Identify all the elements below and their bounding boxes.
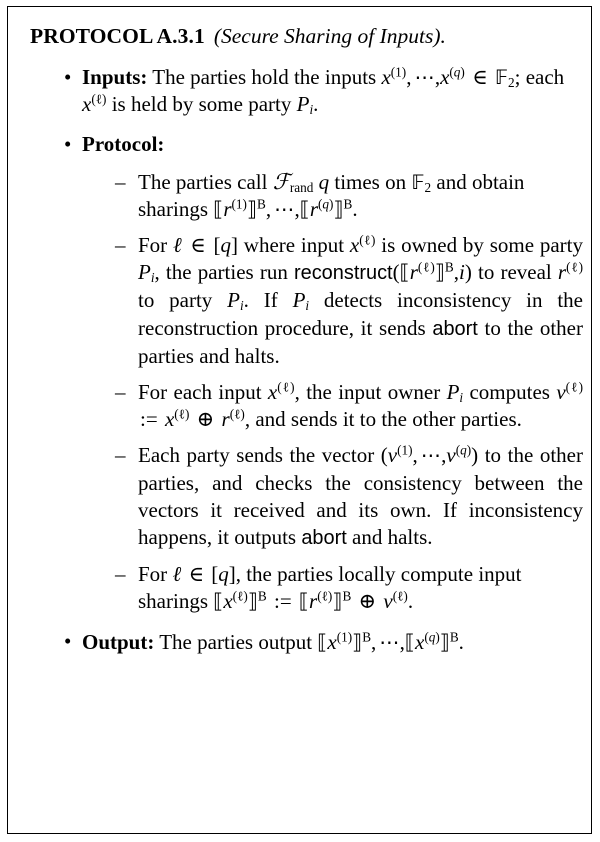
protocol-box [7, 6, 592, 834]
protocol-step-text: For ℓ ∈ [q] where input $x^{(\ell)}$ is owned by some party $P_i$, the parties run $reconstruct(⟦r^{(\ell)}⟧^B,i)$ to reveal $r^{(\ell)}$ to party $P_i$. If $P_i$ detects inconsistency in the reconstruction procedure, it sends abort to the other parties and halts. [138, 232, 584, 368]
section-inputs-label: Inputs: [82, 65, 148, 89]
keyword-abort: abort [432, 317, 478, 340]
section-inputs-body: Inputs: The parties hold the inputs $x^{(1)}$, $\cdots,x^{(q)}$ ∈ 𝔽$_2$; each $x^{(\ell)}$ is held by some party $P_i$. [82, 64, 565, 118]
protocol-step-text: Each party sends the vector ($v^{(1)}$, $\cdots,v^{(q)}$) to the other parties, and checks the consistency between the vectors it received and its own. If inconsistency happens, it outputs abort and halts. [138, 442, 583, 550]
protocol-step-text: For each input $x^{(\ell)}$, the input owner $P_i$ computes $v^{(\ell)}$ := $x^{(\ell)}$ ⊕ $r^{(\ell)}$, and sends it to the other parties. [138, 379, 583, 432]
section-protocol-label: Protocol: [82, 132, 165, 157]
section-output [30, 629, 583, 656]
protocol-content [30, 21, 583, 656]
protocol-steps [30, 169, 583, 616]
protocol-step-text: For ℓ ∈ [q], the parties locally compute input sharings $⟦x^{(\ell)}⟧^B$ := $⟦r^{(\ell)}⟧^B$ ⊕ $v^{(\ell)}$. [138, 562, 522, 614]
keyword-reconstruct: reconstruct [293, 262, 393, 285]
protocol-step [30, 561, 583, 615]
protocol-title-name: (Secure Sharing of Inputs). [213, 24, 446, 48]
dash-marker: – [115, 380, 126, 405]
section-inputs [30, 64, 583, 118]
protocol-title-label: PROTOCOL A.3.1 [30, 24, 205, 48]
dash-marker: – [115, 443, 126, 468]
bullet-marker: • [64, 64, 72, 89]
dash-marker: – [115, 562, 126, 587]
protocol-step [30, 169, 583, 223]
protocol-step [30, 232, 583, 370]
protocol-step-text: The parties call ℱ$_{rand}$ q times on 𝔽$_2$ and obtain sharings $⟦r^{(1)}⟧^B$, $\cdots,⟦r^{(q)}⟧^B$. [138, 169, 525, 221]
dash-marker: – [115, 233, 126, 258]
dash-marker: – [115, 169, 126, 194]
protocol-step [30, 442, 583, 552]
protocol-title [30, 21, 583, 51]
keyword-abort: abort [301, 527, 347, 550]
section-output-body: Output: The parties output $⟦x^{(1)}⟧^B$, $\cdots,⟦x^{(q)}⟧^B$. [82, 628, 464, 654]
bullet-marker: • [64, 629, 72, 654]
protocol-step [30, 379, 583, 433]
section-output-label: Output: [82, 629, 155, 654]
section-protocol [30, 131, 583, 158]
bullet-marker: • [64, 131, 72, 156]
